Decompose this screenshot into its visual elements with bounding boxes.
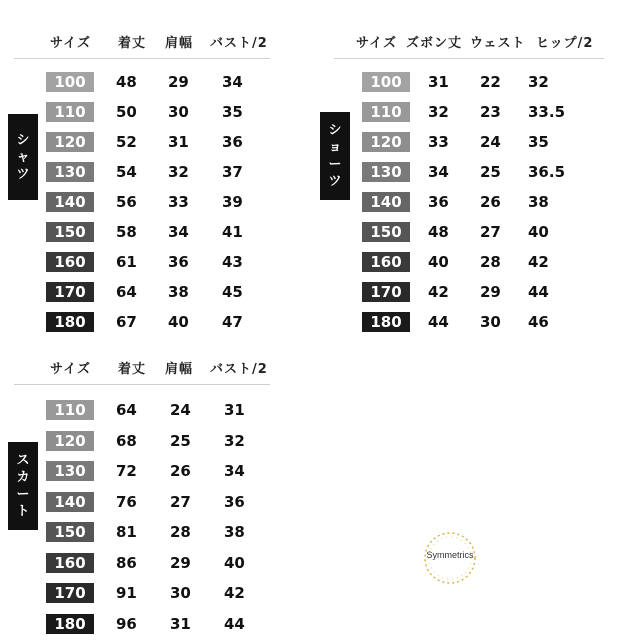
skirt-category-label [8,442,38,530]
brand-name: Symmetrics [426,550,474,560]
table-row [46,553,286,575]
size-badge: 180 [46,614,94,634]
header-shoulder: 肩幅 [165,36,194,51]
table-row [46,72,286,94]
measurement-value: 27 [480,223,501,241]
measurement-value: 64 [116,401,137,419]
table-row [362,102,602,124]
size-badge: 160 [362,252,410,272]
measurement-value: 33 [168,193,189,211]
header-size: サイズ [50,362,91,377]
label-char: カ [16,470,30,485]
measurement-value: 39 [222,193,243,211]
measurement-value: 36 [224,492,245,511]
measurement-value: 81 [116,523,137,541]
table-row [362,192,602,214]
measurement-value: 32 [528,73,549,91]
size-badge: 130 [362,162,410,182]
measurement-value: 34 [224,462,245,480]
measurement-value: 44 [224,614,245,633]
measurement-value: 34 [168,223,189,241]
skirt-table [0,358,300,640]
measurement-value: 29 [480,283,501,301]
label-char: ー [16,487,30,502]
size-badge: 100 [362,72,410,92]
size-badge: 110 [46,400,94,420]
measurement-value: 36 [168,253,189,271]
table-row [362,282,602,304]
label-char: ー [328,157,342,172]
measurement-value: 40 [224,553,245,572]
measurement-value: 67 [116,313,137,331]
size-badge: 120 [362,132,410,152]
measurement-value: 42 [428,283,449,301]
shorts-category-label [320,112,350,200]
measurement-value: 38 [528,193,549,211]
label-char: ョ [328,140,342,155]
header-divider [334,58,604,59]
size-badge: 100 [46,72,94,92]
measurement-value: 61 [116,253,137,271]
size-badge: 150 [46,522,94,542]
measurement-value: 35 [528,133,549,151]
measurement-value: 36 [222,133,243,151]
measurement-value: 28 [170,523,191,541]
table-row [46,583,286,605]
measurement-value: 32 [428,103,449,121]
measurement-value: 52 [116,133,137,151]
table-row [46,492,286,514]
measurement-value: 24 [170,401,191,419]
measurement-value: 30 [168,103,189,121]
header-shoulder: 肩幅 [165,362,194,377]
measurement-value: 26 [480,193,501,211]
header-bust: バスト/2 [210,362,268,377]
table-row [362,222,602,244]
measurement-value: 46 [528,313,549,331]
measurement-value: 34 [428,163,449,181]
size-badge: 180 [362,312,410,332]
header-bust: バスト/2 [210,36,268,51]
measurement-value: 29 [168,73,189,91]
brand-logo [420,528,480,588]
size-badge: 170 [46,282,94,302]
measurement-value: 76 [116,492,137,511]
header-size: サイズ [356,36,397,51]
measurement-value: 31 [170,614,191,633]
shirts-category-label [8,114,38,200]
measurement-value: 42 [224,584,245,602]
size-badge: 160 [46,553,94,573]
header-size: サイズ [50,36,91,51]
table-row [46,461,286,483]
measurement-value: 64 [116,283,137,301]
table-row [46,222,286,244]
measurement-value: 44 [528,283,549,301]
table-row [46,431,286,453]
size-badge: 170 [46,583,94,603]
measurement-value: 33 [428,133,449,151]
measurement-value: 54 [116,163,137,181]
table-row [46,132,286,154]
measurement-value: 40 [428,253,449,271]
measurement-value: 68 [116,431,137,450]
measurement-value: 72 [116,462,137,480]
table-row [46,162,286,184]
measurement-value: 31 [224,401,245,419]
size-badge: 140 [46,492,94,512]
header-divider [14,58,270,59]
table-row [46,252,286,274]
header-length: 着丈 [118,362,147,377]
header-hip: ヒップ/2 [536,36,594,51]
table-row [362,252,602,274]
size-badge: 180 [46,312,94,332]
measurement-value: 91 [116,584,137,602]
measurement-value: 23 [480,103,501,121]
measurement-value: 31 [428,73,449,91]
table-row [46,282,286,304]
size-badge: 130 [46,461,94,481]
measurement-value: 27 [170,492,191,511]
measurement-value: 25 [480,163,501,181]
measurement-value: 36 [428,193,449,211]
measurement-value: 47 [222,313,243,331]
measurement-value: 86 [116,553,137,572]
size-badge: 150 [362,222,410,242]
table-row [46,400,286,422]
measurement-value: 29 [170,553,191,572]
measurement-value: 58 [116,223,137,241]
size-badge: 140 [46,192,94,212]
measurement-value: 40 [528,223,549,241]
label-char: ツ [16,166,30,182]
measurement-value: 22 [480,73,501,91]
measurement-value: 38 [168,283,189,301]
measurement-value: 31 [168,133,189,151]
label-char: ス [16,453,30,468]
measurement-value: 50 [116,103,137,121]
header-length: 着丈 [118,36,147,51]
table-row [46,614,286,636]
measurement-value: 35 [222,103,243,121]
measurement-value: 38 [224,523,245,541]
size-badge: 110 [362,102,410,122]
header-waist: ウェスト [470,36,526,51]
size-badge: 110 [46,102,94,122]
measurement-value: 32 [168,163,189,181]
table-row [362,72,602,94]
measurement-value: 25 [170,431,191,450]
measurement-value: 96 [116,614,137,633]
size-badge: 150 [46,222,94,242]
measurement-value: 48 [116,73,137,91]
measurement-value: 37 [222,163,243,181]
header-divider [14,384,270,385]
table-row [362,312,602,334]
table-row [362,162,602,184]
measurement-value: 44 [428,313,449,331]
table-row [362,132,602,154]
measurement-value: 33.5 [528,103,566,121]
size-badge: 160 [46,252,94,272]
measurement-value: 45 [222,283,243,301]
measurement-value: 28 [480,253,501,271]
measurement-value: 56 [116,193,137,211]
measurement-value: 26 [170,462,191,480]
measurement-value: 42 [528,253,549,271]
table-row [46,192,286,214]
size-badge: 140 [362,192,410,212]
label-char: シ [328,123,342,138]
measurement-value: 32 [224,431,245,450]
measurement-value: 30 [170,584,191,602]
measurement-value: 48 [428,223,449,241]
label-char: ツ [328,174,342,189]
measurement-value: 43 [222,253,243,271]
table-row [46,312,286,334]
measurement-value: 41 [222,223,243,241]
measurement-value: 40 [168,313,189,331]
label-char: ャ [16,149,30,165]
table-row [46,522,286,544]
shirts-table [0,32,300,342]
size-badge: 130 [46,162,94,182]
measurement-value: 36.5 [528,163,566,181]
shorts-table [320,32,630,342]
header-pants-length: ズボン丈 [406,36,463,51]
table-row [46,102,286,124]
label-char: シ [16,132,30,148]
measurement-value: 34 [222,73,243,91]
size-badge: 120 [46,132,94,152]
label-char: ト [16,504,30,519]
measurement-value: 24 [480,133,501,151]
size-badge: 120 [46,431,94,451]
measurement-value: 30 [480,313,501,331]
size-badge: 170 [362,282,410,302]
